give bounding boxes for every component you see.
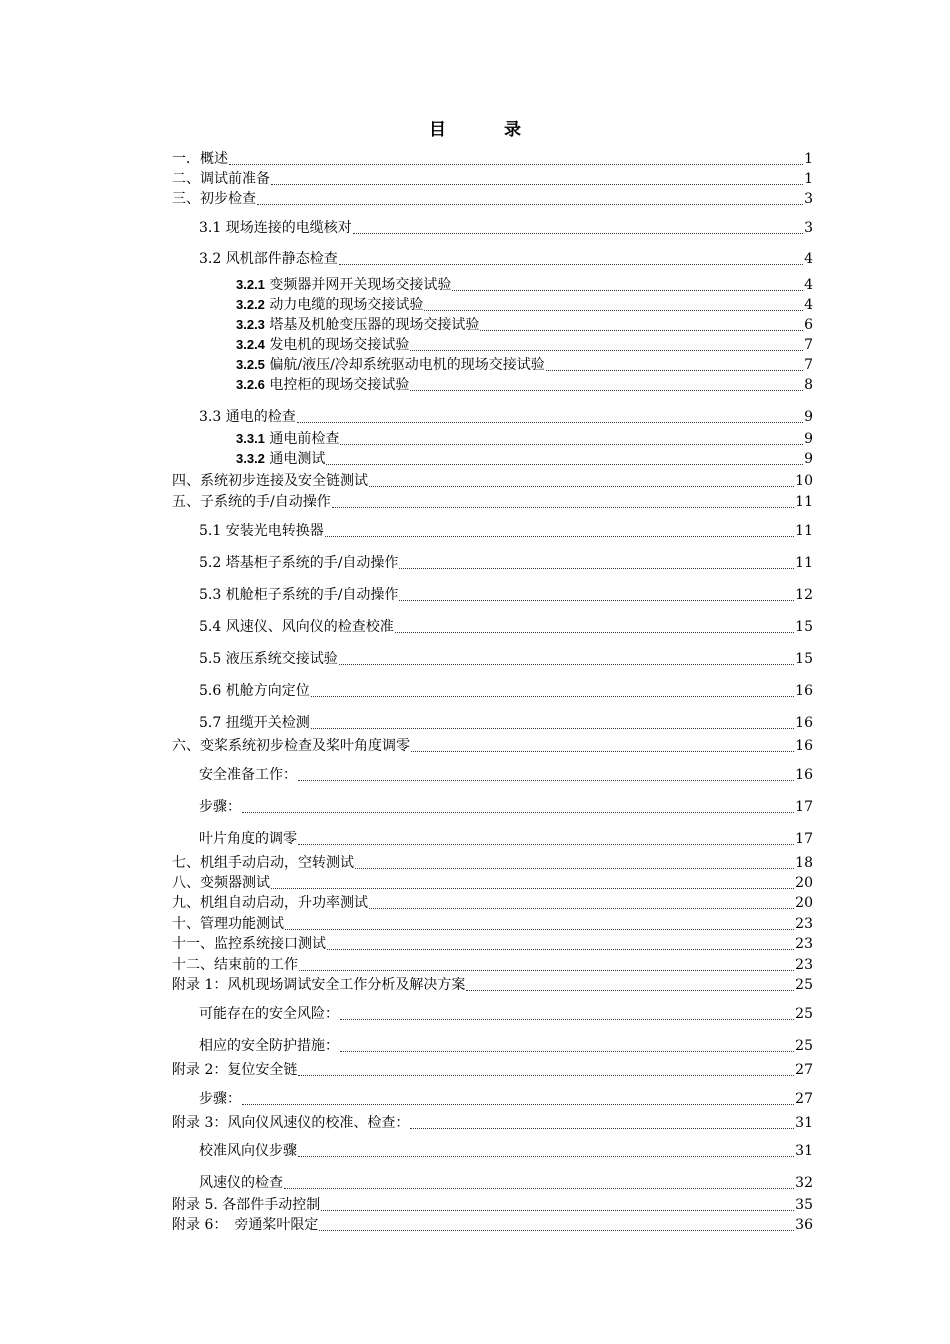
toc-entry-text: 三、初步检查 [172,191,256,207]
toc-entry[interactable] [172,354,813,374]
dot-leader [298,1156,794,1157]
dot-leader [452,290,803,291]
toc-page-number: 18 [795,855,813,871]
toc-entry[interactable] [172,933,813,953]
toc-entry[interactable] [172,274,813,294]
toc-entry[interactable] [172,334,813,354]
toc-entry-text: 六、变桨系统初步检查及桨叶角度调零 [172,738,410,754]
toc-entry-text: 3.2 风机部件静态检查 [199,251,338,267]
toc-entry-text: 变频器并网开关现场交接试验 [264,277,452,293]
toc-entry-label [236,430,339,448]
toc-entry[interactable] [172,448,813,468]
toc-entry[interactable] [172,892,813,912]
toc-entry-label [199,555,398,572]
dot-leader [369,908,794,909]
toc-entry-label [199,683,310,700]
toc-entry-text: 相应的安全防护措施： [199,1038,339,1054]
toc-entry-text: 5.6 机舱方向定位 [199,683,310,699]
dot-leader [299,970,794,971]
dot-leader [355,868,794,869]
toc-entry-text: 八、变频器测试 [172,875,270,891]
toc-page-number: 11 [795,523,813,539]
toc-entry-label [172,875,270,892]
toc-entry-text: 附录 5. 各部件手动控制 [172,1197,321,1213]
toc-entry[interactable] [172,294,813,314]
toc-entry-text: 十一、监控系统接口测试 [172,936,326,952]
toc-page-number: 27 [795,1091,813,1107]
toc-entry-label [236,450,325,468]
toc-entry-text: 叶片角度的调零 [199,831,297,847]
toc-entry-text: 可能存在的安全风险： [199,1006,339,1022]
toc-entry[interactable] [172,188,813,208]
toc-entry[interactable] [172,1003,813,1023]
toc-entry-label [199,523,324,540]
toc-entry-label [172,738,410,755]
toc-entry[interactable] [172,796,813,816]
toc-entry-label [236,376,409,394]
dot-leader [411,751,794,752]
toc-entry[interactable] [172,248,813,268]
toc-entry-text: 步骤： [199,1091,241,1107]
toc-page-number: 20 [795,875,813,891]
toc-entry-text: 安全准备工作： [199,767,297,783]
toc-entry[interactable] [172,735,813,755]
toc-entry[interactable] [172,168,813,188]
toc-entry-number: 3.2.3 [236,317,265,332]
toc-page-number: 17 [795,831,813,847]
toc-page-number: 7 [804,337,813,353]
toc-page-number: 16 [795,715,813,731]
toc-entry[interactable] [172,648,813,668]
toc-entry-label [172,494,331,511]
toc-entry[interactable] [172,374,813,394]
toc-entry[interactable] [172,764,813,784]
dot-leader [369,486,794,487]
dot-leader [332,507,794,508]
toc-page-number: 23 [795,936,813,952]
toc-entry-label [172,151,228,168]
toc-page-number: 35 [795,1197,813,1213]
toc-page-number: 1 [804,171,813,187]
toc-page-number: 25 [795,977,813,993]
toc-entry-number: 3.2.4 [236,337,265,352]
dot-leader [298,1075,794,1076]
toc-page-number: 23 [795,916,813,932]
dot-leader [321,1210,794,1211]
toc-entry-text: 十二、结束前的工作 [172,957,298,973]
toc-page-number: 11 [795,555,813,571]
toc-entry-label [172,1217,318,1234]
toc-entry-text: 5.2 塔基柜子系统的手/自动操作 [199,555,399,571]
toc-entry[interactable] [172,491,813,511]
toc-entry-label [172,191,256,208]
toc-entry-label [199,767,297,784]
toc-entry-text: 5.1 安装光电转换器 [199,523,324,539]
toc-entry-text: 电控柜的现场交接试验 [264,377,410,393]
dot-leader [424,310,803,311]
dot-leader [340,1019,794,1020]
toc-page-number: 9 [804,431,813,447]
dot-leader [399,600,794,601]
toc-entry-text: 5.5 液压系统交接试验 [199,651,338,667]
toc-entry-label [172,855,354,872]
toc-entry-label [172,1062,297,1079]
toc-entry[interactable] [172,872,813,892]
toc-entry-text: 十、管理功能测试 [172,916,284,932]
toc-page-number: 4 [804,277,813,293]
toc-entry-label [199,1091,241,1108]
toc-page-number: 23 [795,957,813,973]
toc-entry-text: 3.3 通电的检查 [199,409,296,425]
dot-leader [297,422,803,423]
dot-leader [410,1128,794,1129]
dot-leader [546,370,803,371]
toc-entry-label [172,916,284,933]
toc-entry-text: 动力电缆的现场交接试验 [264,297,424,313]
toc-page-number: 27 [795,1062,813,1078]
toc-entry-label [172,895,368,912]
toc-page-number: 32 [795,1175,813,1191]
dot-leader [257,204,803,205]
dot-leader [298,780,794,781]
dot-leader [340,1051,794,1052]
toc-page-number: 8 [804,377,813,393]
dot-leader [339,264,803,265]
toc-entry-text: 风速仪的检查 [199,1175,283,1191]
dot-leader [410,350,803,351]
toc-page-number: 9 [804,409,813,425]
toc-entry[interactable] [172,1088,813,1108]
toc-entry-label [236,296,423,314]
toc-entry-label [199,251,338,268]
toc-page-number: 36 [795,1217,813,1233]
dot-leader [271,184,803,185]
dot-leader [242,1104,794,1105]
toc-entry-text: 偏航/液压/冷却系统驱动电机的现场交接试验 [264,357,545,373]
dot-leader [242,812,794,813]
dot-leader [271,888,794,889]
toc-entry-label [236,276,451,294]
toc-entry-text: 5.3 机舱柜子系统的手/自动操作 [199,587,399,603]
toc-entry-text: 校准风向仪步骤 [199,1143,297,1159]
toc-entry-text: 附录 1：风机现场调试安全工作分析及解决方案 [172,977,466,993]
toc-entry-label [199,409,296,426]
toc-entry-label [199,1006,339,1023]
toc-entry-text: 5.7 扭缆开关检测 [199,715,310,731]
toc-entry-label [172,1197,320,1214]
toc-page-number: 4 [804,251,813,267]
dot-leader [410,390,803,391]
toc-entry-label [199,651,338,668]
toc-entry-label [199,1143,297,1160]
toc-entry-text: 二、调试前准备 [172,171,270,187]
dot-leader [311,696,794,697]
toc-entry[interactable] [172,680,813,700]
toc-entry-label [199,1038,339,1055]
toc-entry-number: 3.2.1 [236,277,265,292]
toc-entry[interactable] [172,552,813,572]
dot-leader [399,568,794,569]
toc-entry-number: 3.3.1 [236,431,265,446]
toc-entry-label [199,619,394,636]
toc-page-number: 11 [795,494,813,510]
toc-entry[interactable] [172,852,813,872]
toc-entry-text: 通电测试 [264,451,326,467]
toc-entry[interactable] [172,913,813,933]
toc-entry-label [172,171,270,188]
dot-leader [339,664,794,665]
toc-entry-label [172,1115,409,1132]
toc-entry[interactable] [172,1172,813,1192]
toc-page-number: 25 [795,1006,813,1022]
toc-entry-label [236,316,479,334]
toc-entry[interactable] [172,470,813,490]
toc-entry-text: 五、子系统的手/自动操作 [172,494,331,510]
toc-entry-text: 步骤： [199,799,241,815]
toc-entry[interactable] [172,616,813,636]
toc-entry[interactable] [172,217,813,237]
toc-entry-label [199,220,352,237]
toc-entry-number: 3.2.2 [236,297,265,312]
toc-page-number: 31 [795,1143,813,1159]
dot-leader [395,632,794,633]
toc-entry[interactable] [172,712,813,732]
toc-page-number: 9 [804,451,813,467]
toc-entry[interactable] [172,148,813,168]
toc-page-number: 16 [795,767,813,783]
toc-page-number: 7 [804,357,813,373]
toc-page-number: 4 [804,297,813,313]
toc-entry-text: 塔基及机舱变压器的现场交接试验 [264,317,480,333]
toc-entry[interactable] [172,428,813,448]
toc-page-number: 17 [795,799,813,815]
toc-entry-text: 附录 2：复位安全链 [172,1062,298,1078]
dot-leader [353,233,803,234]
toc-entry-text: 七、机组手动启动，空转测试 [172,855,354,871]
dot-leader [285,929,794,930]
toc-entry[interactable] [172,1194,813,1214]
toc-entry-label [172,957,298,974]
toc-page-number: 3 [804,220,813,236]
toc-page-number: 16 [795,738,813,754]
toc-page-number: 25 [795,1038,813,1054]
toc-entry-text: 四、系统初步连接及安全链测试 [172,473,368,489]
toc-entry[interactable] [172,1112,813,1132]
toc-entry-label [199,587,398,604]
toc-entry-text: 附录 3：风向仪风速仪的校准、检查： [172,1115,410,1131]
toc-entry[interactable] [172,1214,813,1234]
toc-entry-number: 3.2.5 [236,357,265,372]
toc-entry-text: 一．概述 [172,151,228,167]
toc-entry[interactable] [172,584,813,604]
dot-leader [284,1188,794,1189]
dot-leader [326,464,803,465]
toc-entry-label [199,799,241,816]
toc-page-number: 16 [795,683,813,699]
toc-entry[interactable] [172,1035,813,1055]
toc-entry-label [199,831,297,848]
toc-entry-label [172,473,368,490]
toc-page-number: 3 [804,191,813,207]
page-title: 目 录 [429,120,547,140]
toc-entry[interactable] [172,1140,813,1160]
toc-entry[interactable] [172,406,813,426]
toc-entry-text: 5.4 风速仪、风向仪的检查校准 [199,619,394,635]
toc-page-number: 15 [795,619,813,635]
dot-leader [229,164,803,165]
toc-page-number: 15 [795,651,813,667]
toc-entry[interactable] [172,828,813,848]
toc-entry-label [199,715,310,732]
toc-page-number: 31 [795,1115,813,1131]
toc-page-number: 1 [804,151,813,167]
toc-entry-text: 发电机的现场交接试验 [264,337,410,353]
toc-page-number: 12 [795,587,813,603]
dot-leader [319,1230,794,1231]
toc-entry-label [172,977,465,994]
dot-leader [311,728,794,729]
toc-entry-number: 3.2.6 [236,377,265,392]
toc-entry-label [199,1175,283,1192]
toc-entry-text: 九、机组自动启动，升功率测试 [172,895,368,911]
dot-leader [327,949,794,950]
toc-entry-label [236,336,409,354]
dot-leader [340,444,803,445]
toc-entry[interactable] [172,954,813,974]
toc-entry-text: 通电前检查 [264,431,340,447]
toc-entry-label [236,356,545,374]
toc-entry[interactable] [172,1059,813,1079]
toc-entry[interactable] [172,974,813,994]
toc-page-number: 6 [804,317,813,333]
dot-leader [298,844,794,845]
toc-entry[interactable] [172,520,813,540]
toc-entry-number: 3.3.2 [236,451,265,466]
dot-leader [480,330,803,331]
toc-entry-label [172,936,326,953]
toc-page-number: 20 [795,895,813,911]
toc-entry-text: 3.1 现场连接的电缆核对 [199,220,352,236]
dot-leader [325,536,794,537]
toc-page-number: 10 [795,473,813,489]
toc-entry[interactable] [172,314,813,334]
toc-entry-text: 附录 6： 旁通桨叶限定 [172,1217,319,1233]
dot-leader [466,990,794,991]
